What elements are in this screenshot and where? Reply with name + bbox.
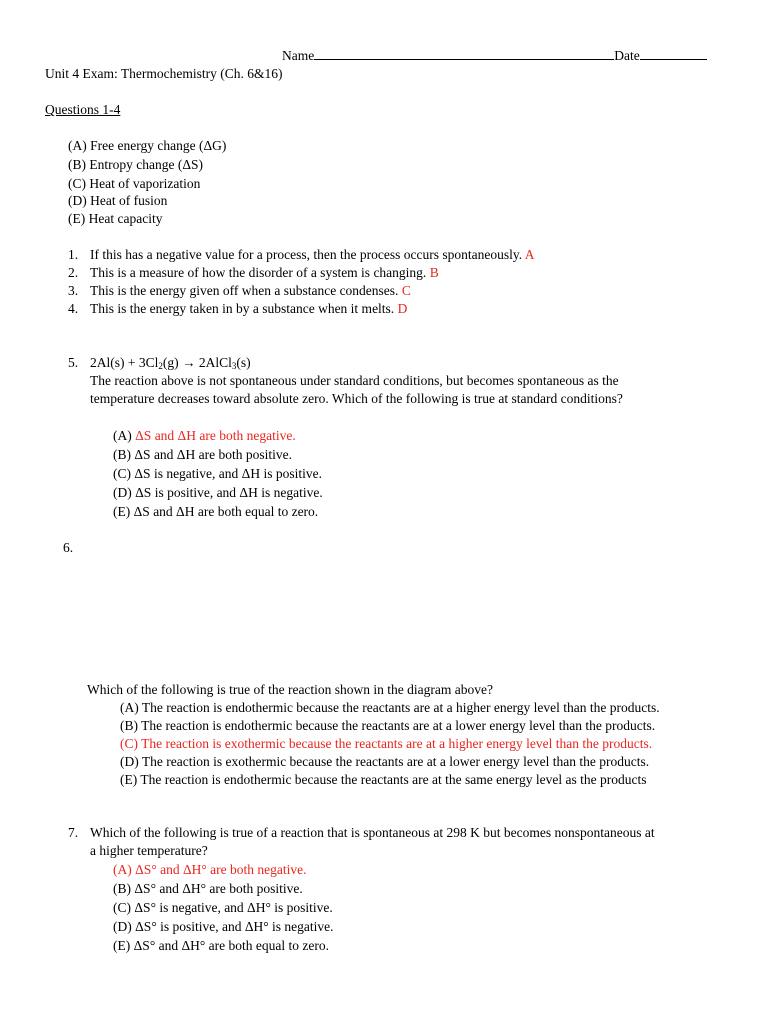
q7-stem-line: 7. Which of the following is true of a reaction that is spontaneous at 298 K but becomes nonspontaneous at — [68, 825, 655, 840]
name-label: Name — [282, 48, 315, 63]
answer-choice: (B) ΔS and ΔH are both positive. — [113, 447, 292, 462]
answer-choice: (E) ΔS° and ΔH° are both equal to zero. — [113, 938, 329, 953]
question-item: 4. This is the energy taken in by a substance when it melts. D — [68, 301, 408, 316]
q5-equation: 5. $2Al(s) + 3Cl_2(g)$ → 2AlCl$_3$(s) — [68, 355, 251, 371]
exam-title: Unit 4 Exam: Thermochemistry (Ch. 6&16) — [45, 66, 283, 81]
q5-stem-line: temperature decreases toward absolute zero. Which of the following is true at standard conditions? — [90, 391, 623, 406]
section-heading: Questions 1-4 — [45, 102, 121, 117]
answer-choice: (D) ΔS is positive, and ΔH is negative. — [113, 485, 323, 500]
answer-choice: (C) ΔS is negative, and ΔH is positive. — [113, 466, 322, 481]
question-item: 2. This is a measure of how the disorder of a system is changing. B — [68, 265, 439, 280]
answer-mark: B — [429, 265, 439, 280]
answer-choice: (A) ΔS and ΔH are both negative. — [113, 428, 296, 443]
answer-choice: (E) ΔS and ΔH are both equal to zero. — [113, 504, 319, 519]
q7-stem-line: a higher temperature? — [90, 843, 208, 858]
option-item: (A) Free energy change (ΔG) — [68, 138, 227, 153]
option-item: (B) Entropy change (ΔS) — [68, 157, 204, 172]
name-field-row — [282, 47, 707, 65]
answer-choice: (C) The reaction is exothermic because the reactants are at a higher energy level than the products. — [120, 736, 653, 751]
name-blank — [314, 47, 614, 60]
answer-choice: (D) ΔS° is positive, and ΔH° is negative. — [113, 919, 334, 934]
answer-choice: (E) The reaction is endothermic because the reactants are at the same energy level as the products — [120, 772, 647, 787]
date-label: Date — [614, 48, 640, 63]
option-item: (D) Heat of fusion — [68, 193, 168, 208]
question-item: 3. This is the energy given off when a substance condenses. C — [68, 283, 411, 298]
answer-choice: (B) ΔS° and ΔH° are both positive. — [113, 881, 303, 896]
q6-stem: Which of the following is true of the reaction shown in the diagram above? — [87, 682, 494, 697]
q5-stem-line: The reaction above is not spontaneous under standard conditions, but becomes spontaneous as the — [90, 373, 619, 388]
answer-choice: (B) The reaction is endothermic because the reactants are at a lower energy level than the products. — [120, 718, 656, 733]
answer-choice: (A) The reaction is endothermic because the reactants are at a higher energy level than the products. — [120, 700, 660, 715]
answer-mark: D — [397, 301, 408, 316]
q6-number: 6. — [63, 540, 74, 555]
option-item: (C) Heat of vaporization — [68, 176, 201, 191]
answer-choice: (A) ΔS° and ΔH° are both negative. — [113, 862, 307, 877]
answer-choice: (C) ΔS° is negative, and ΔH° is positive. — [113, 900, 333, 915]
answer-mark: A — [524, 247, 535, 262]
option-item: (E) Heat capacity — [68, 211, 163, 226]
date-blank — [640, 47, 707, 60]
answer-mark: C — [401, 283, 411, 298]
question-item: 1. If this has a negative value for a process, then the process occurs spontaneously. A — [68, 247, 535, 262]
answer-choice: (D) The reaction is exothermic because the reactants are at a lower energy level than the products. — [120, 754, 650, 769]
